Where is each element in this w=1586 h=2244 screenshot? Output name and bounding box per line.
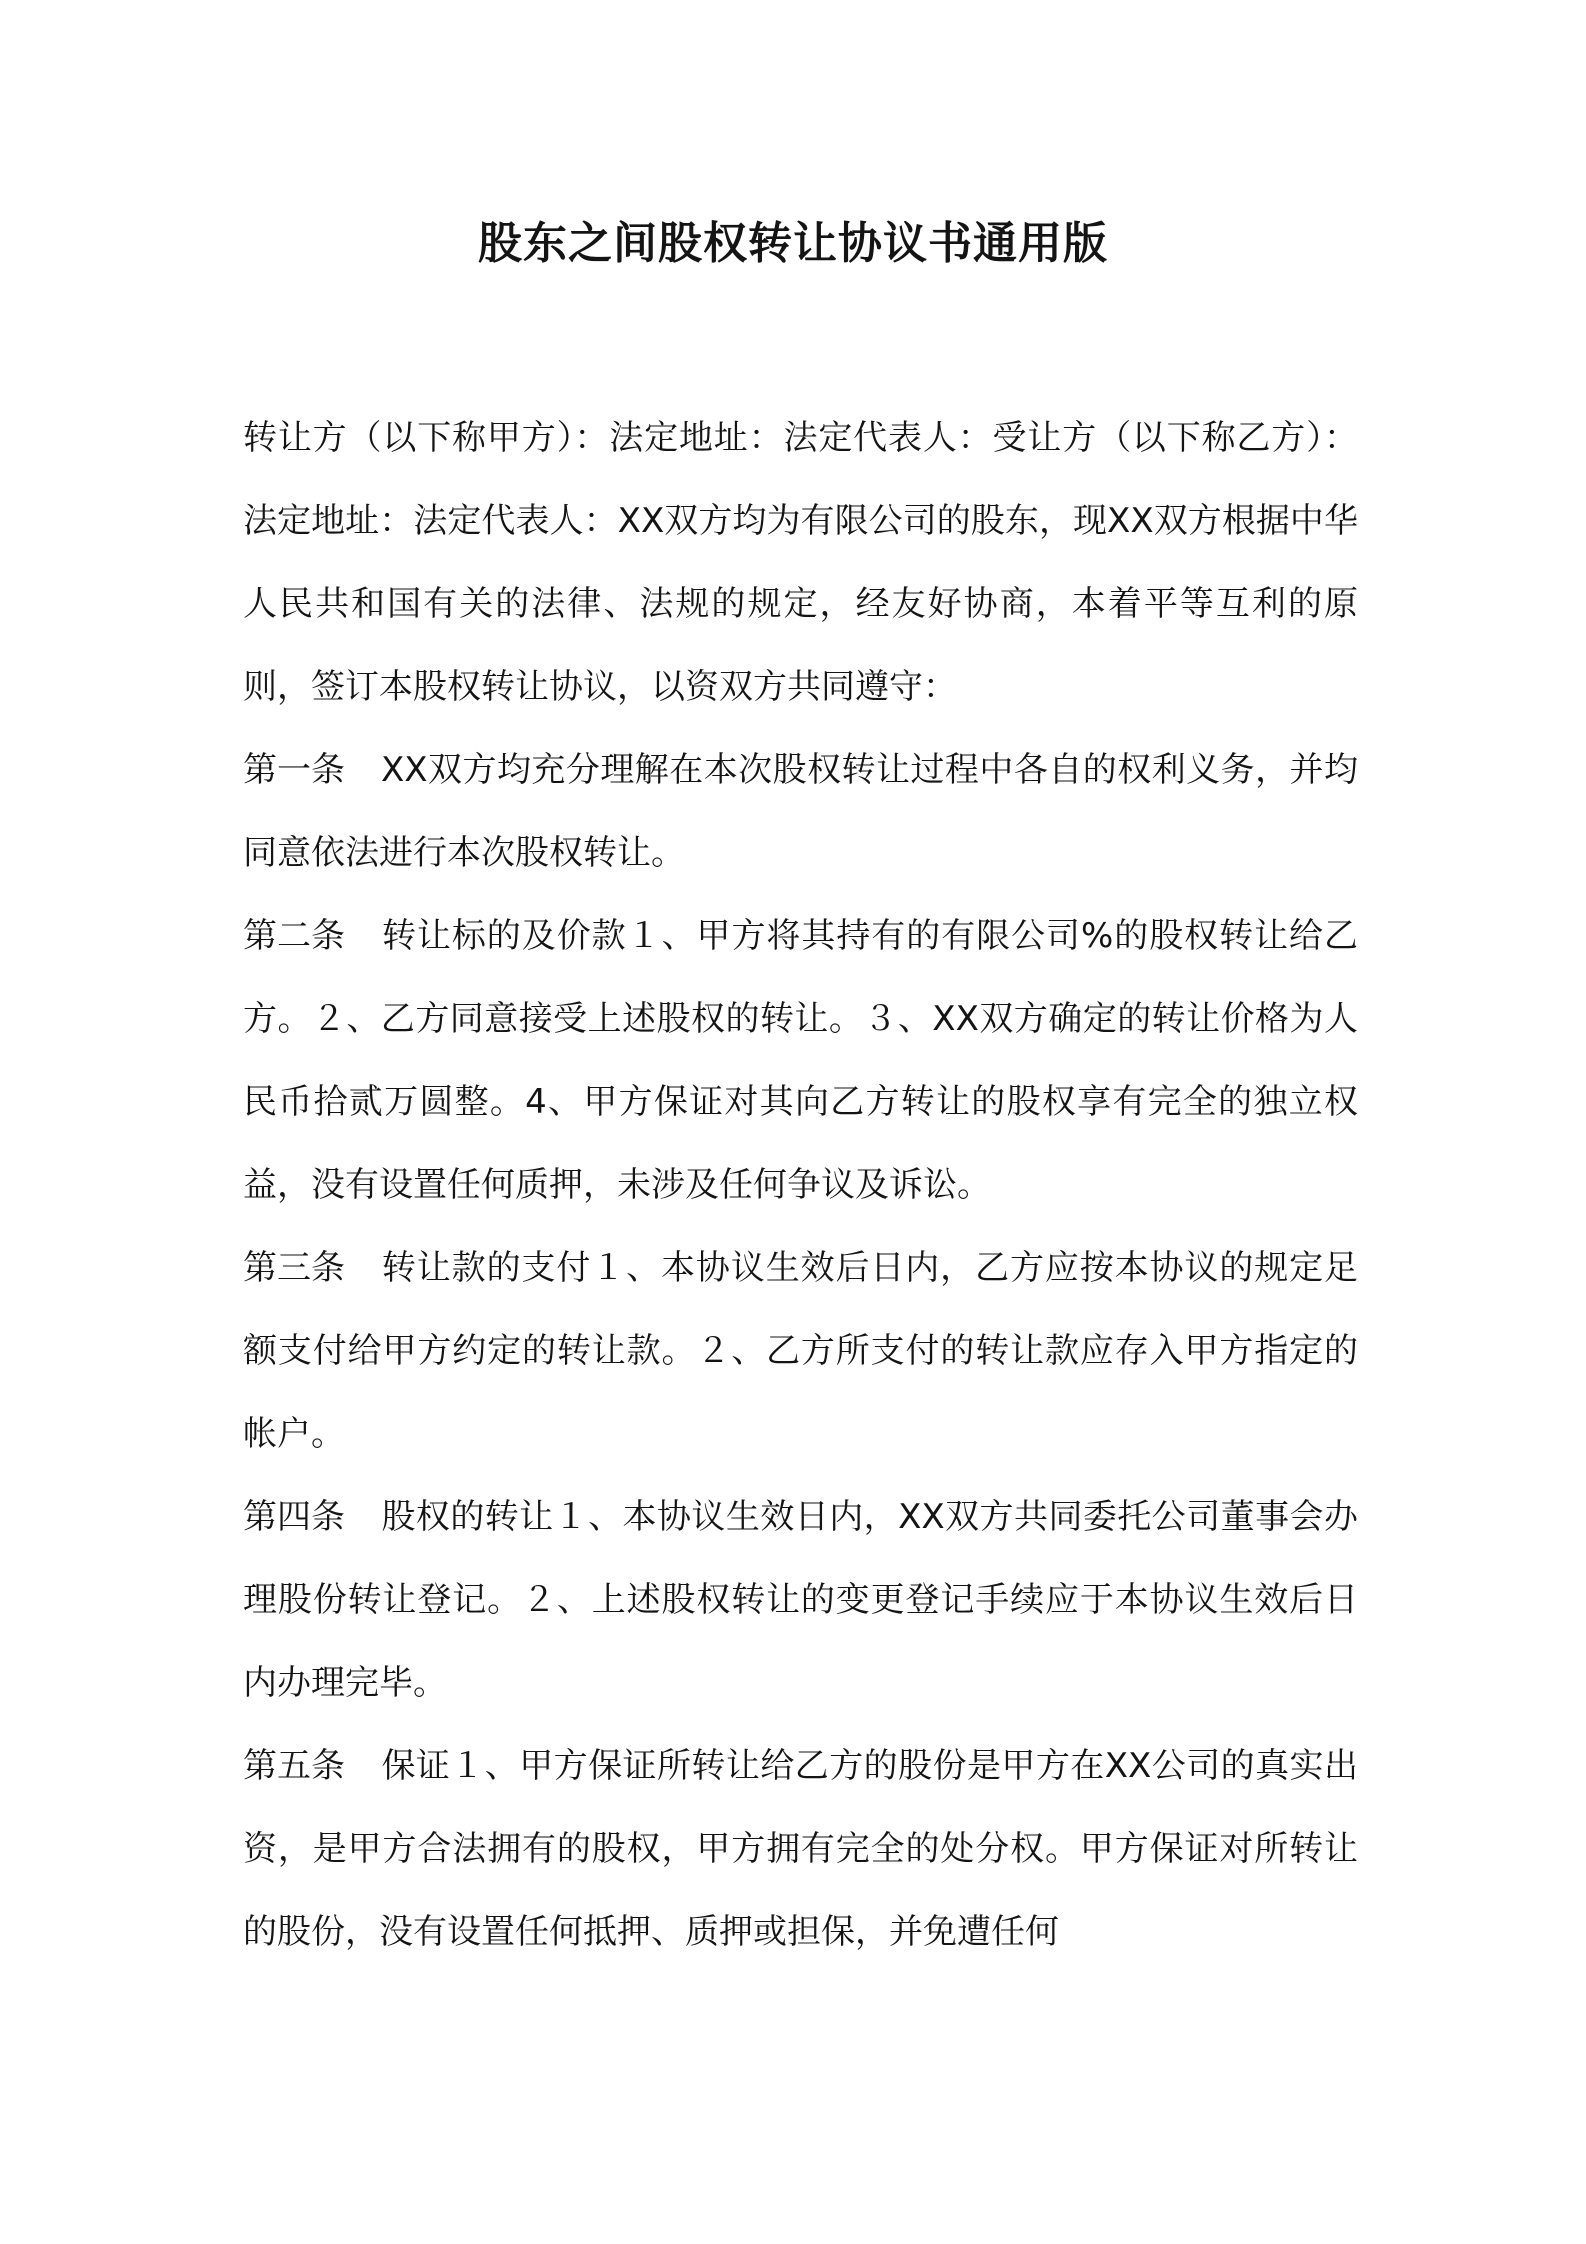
article-number: 第二条 [243,916,345,956]
article-4 [243,1476,1358,1725]
article-text: 股权的转让１、本协议生效日内，XX双方共同委托公司董事会办理股份转让登记。２、上述股权转让的变更登记手续应于本协议生效后日内办理完毕。 [243,1497,1358,1703]
document-title: 股东之间股权转让协议书通用版 [478,218,1108,269]
article-text: 转让标的及价款１、甲方将其持有的有限公司%的股权转让给乙方。２、乙方同意接受上述股权的转让。３、XX双方确定的转让价格为人民币拾贰万圆整。4、甲方保证对其向乙方转让的股权享有完全的独立权益，没有设置任何质押，未涉及任何争议及诉讼。 [243,916,1358,1205]
intro-paragraph: 转让方（以下称甲方）：法定地址：法定代表人：受让方（以下称乙方）：法定地址：法定代表人：XX双方均为有限公司的股东，现XX双方根据中华人民共和国有关的法律、法规的规定，经友好协商，本着平等互利的原则，签订本股权转让协议，以资双方共同遵守： [243,418,1358,707]
article-text: 保证１、甲方保证所转让给乙方的股份是甲方在XX公司的真实出资，是甲方合法拥有的股权，甲方拥有完全的处分权。甲方保证对所转让的股份，没有设置任何抵押、质押或担保，并免遭任何 [243,1746,1358,1952]
article-number: 第五条 [243,1746,345,1786]
article-number: 第四条 [243,1497,345,1537]
article-text: XX双方均充分理解在本次股权转让过程中各自的权利义务，并均同意依法进行本次股权转让。 [243,750,1358,873]
article-1 [243,729,1358,895]
document-body [243,397,1358,1974]
article-text: 转让款的支付１、本协议生效后日内，乙方应按本协议的规定足额支付给甲方约定的转让款。２、乙方所支付的转让款应存入甲方指定的帐户。 [243,1248,1358,1454]
article-number: 第三条 [243,1248,345,1288]
article-number: 第一条 [243,750,345,790]
article-5 [243,1725,1358,1974]
article-3 [243,1227,1358,1476]
article-2 [243,895,1358,1227]
